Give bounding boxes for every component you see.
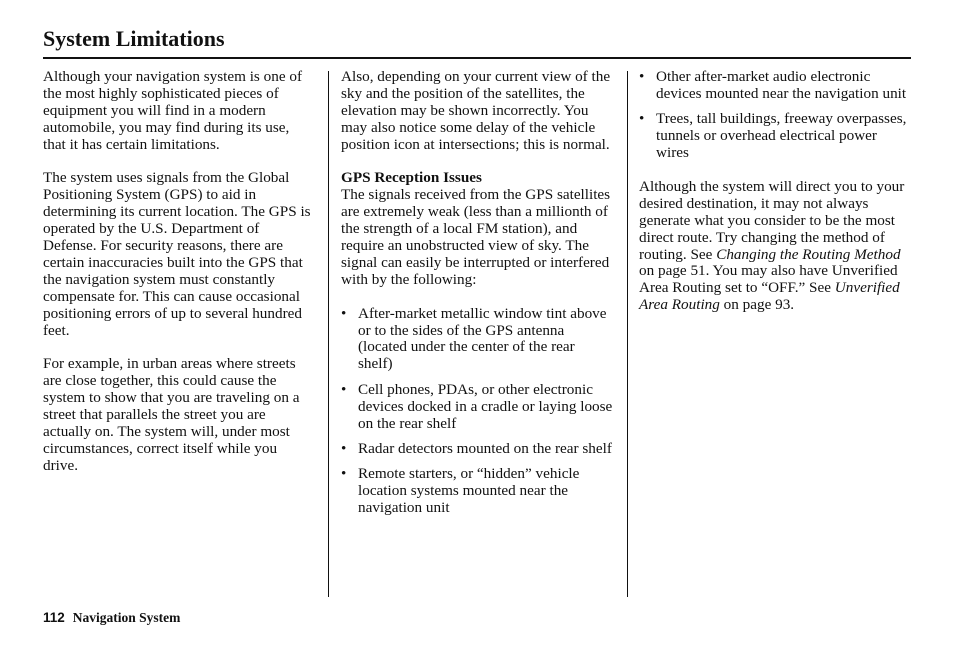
page-title: System Limitations (43, 26, 225, 51)
page-footer (43, 610, 180, 626)
paragraph-reception: The signals received from the GPS satellites are extremely weak (less than a millionth of the strength of a local FM station), and require an unobstructed view of sky. The signal can easily be interrupted or interfered with by the following: (341, 186, 611, 288)
text-run: Although the system will direct you to your desired destination, it may not always generate what you consider to be the most direct route. Try changing the method of routing. See (639, 177, 905, 263)
title-rule (43, 57, 911, 59)
page-number: 112 (43, 610, 65, 625)
paragraph-elevation: Also, depending on your current view of the sky and the position of the satellites, the elevation may be shown incorrectly. You may also notice some delay of the vehicle position icon at intersections; this is normal. (341, 68, 611, 153)
column-2 (341, 69, 613, 534)
reference-unverified-area-routing: Unverified Area Routing (639, 279, 900, 314)
paragraph-routing (639, 179, 911, 314)
interference-list-continued (639, 69, 911, 162)
interference-list (341, 306, 613, 517)
list-item: • Remote starters, or “hidden” vehicle location systems mounted near the navigation unit (341, 466, 613, 517)
column-3 (639, 69, 911, 331)
footer-section-title: Navigation System (72, 610, 181, 625)
paragraph-example: For example, in urban areas where streets are close together, this could cause the system to show that you are traveling on a street that parallels the street you are actually on. The system will, under most circumstances, correct itself while you drive. (43, 355, 300, 474)
column-1 (43, 69, 313, 492)
list-item: • Trees, tall buildings, freeway overpasses, tunnels or overhead electrical power wires (639, 111, 911, 162)
text-run: on page 51. You may also have Unverified Area Routing set to “OFF.” See (639, 262, 898, 297)
list-item: • After-market metallic window tint above or to the sides of the GPS antenna (located under the center of the rear shelf) (341, 306, 613, 374)
list-item: • Other after-market audio electronic devices mounted near the navigation unit (639, 69, 911, 103)
column-divider-2 (627, 71, 628, 597)
section-heading-gps-reception: GPS Reception Issues (341, 169, 482, 187)
paragraph-intro: Although your navigation system is one of the most highly sophisticated pieces of equipment you will find in a modern automobile, you may find during its use, that it has certain limitations. (43, 68, 303, 153)
column-divider-1 (328, 71, 329, 597)
list-item: • Cell phones, PDAs, or other electronic devices docked in a cradle or laying loose on the rear shelf (341, 382, 613, 433)
text-run: on page 93. (719, 296, 795, 314)
reference-changing-routing-method: Changing the Routing Method (716, 245, 901, 263)
list-item: • Radar detectors mounted on the rear shelf (341, 441, 613, 458)
paragraph-gps: The system uses signals from the Global Positioning System (GPS) to aid in determining its current location. The GPS is operated by the U.S. Department of Defense. For security reasons, there are certain inaccuracies built into the GPS that the navigation system must constantly compensate for. This can cause occasional positioning errors of up to several hundred feet. (43, 169, 311, 339)
